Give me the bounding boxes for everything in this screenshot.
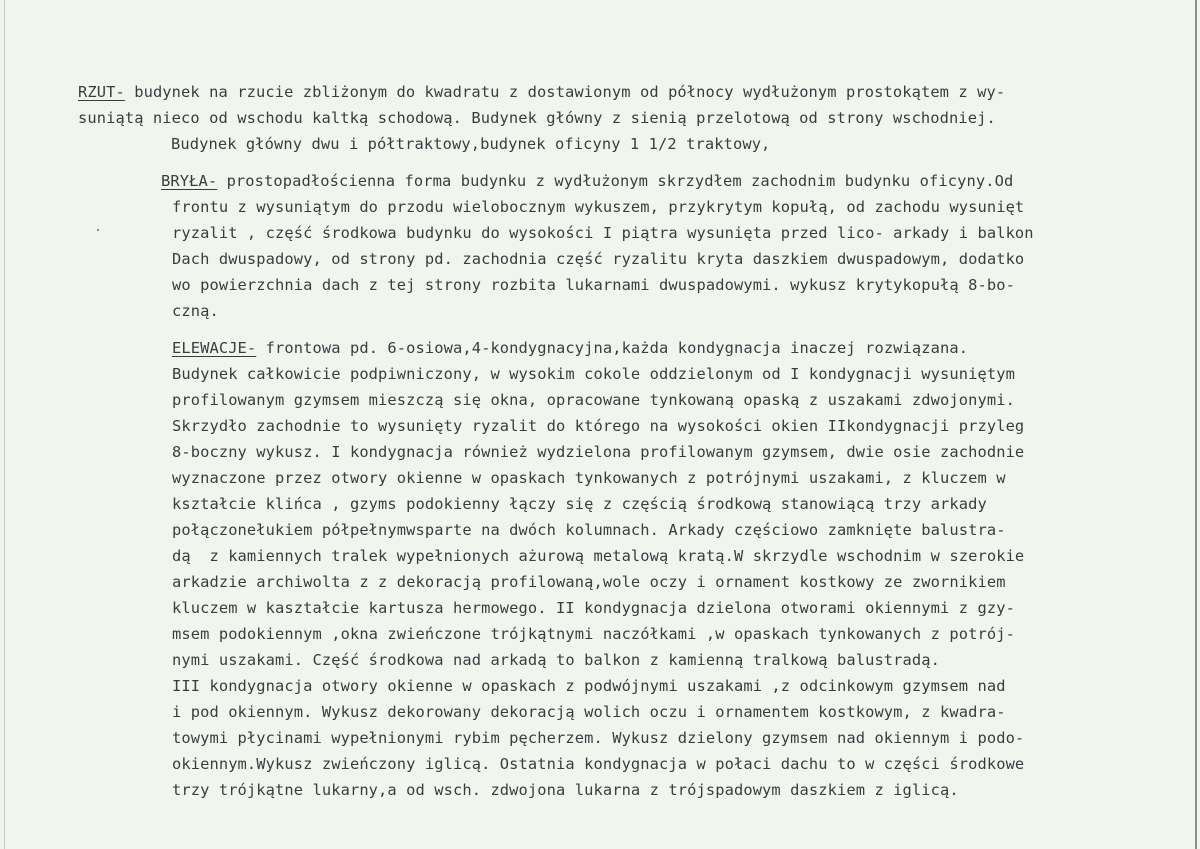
bryla-text: prostopadłościenna forma budynku z wydłużonym skrzydłem zachodnim budynku oficyny.Od (217, 172, 1014, 190)
elewacje-text: frontowa pd. 6-osiowa,4-kondygnacyjna,każda kondygnacja inaczej rozwiązana. (256, 339, 969, 357)
elewacje-line-12: msem podokiennym ,okna zwieńczone trójkątnymi naczółkami ,w opaskach tynkowanych z potrój- (172, 625, 1015, 643)
bryla-line-1 (161, 171, 1013, 191)
rzut-line-3: Budynek główny dwu i półtraktowy,budynek oficyny 1 1/2 traktowy, (171, 135, 771, 153)
bryla-line-5: wo powierzchnia dach z tej strony rozbita lukarnami dwuspadowymi. wykusz krytykopułą 8-bo- (172, 276, 1015, 294)
elewacje-line-6: wyznaczone przez otwory okienne w opaskach tynkowanych z potrójnymi uszakami, z kluczem w (172, 469, 1006, 487)
elewacje-line-13: nymi uszakami. Część środkowa nad arkadą to balkon z kamienną tralkową balustradą. (172, 651, 941, 669)
elewacje-line-8: połączonełukiem półpełnymwsparte na dwóch kolumnach. Arkady częściowo zamknięte balustra- (172, 521, 1006, 539)
rzut-line-1 (78, 82, 1005, 102)
bryla-line-2: frontu z wysuniątym do przodu wielobocznym wykuszem, przykrytym kopułą, od zachodu wysunięt (172, 198, 1025, 216)
elewacje-line-4: Skrzydło zachodnie to wysunięty ryzalit do którego na wysokości okien IIkondygnacji przyleg (172, 417, 1025, 435)
section-heading-rzut: RZUT- (78, 83, 125, 101)
section-heading-bryla: BRYŁA- (161, 172, 218, 190)
bryla-line-4: Dach dwuspadowy, od strony pd. zachodnia część ryzalitu kryta daszkiem dwuspadowym, dodatko (172, 250, 1025, 268)
elewacje-line-7: kształcie klińca , gzyms podokienny łączy się z częścią środkową stanowiącą trzy arkady (172, 495, 987, 513)
bryla-line-6: czną. (172, 302, 219, 320)
elewacje-line-11: kluczem w kaształcie kartusza hermowego. II kondygnacja dzielona otworami okiennymi z gzy- (172, 599, 1015, 617)
elewacje-line-14: III kondygnacja otwory okienne w opaskach z podwójnymi uszakami ,z odcinkowym gzymsem nad (172, 677, 1006, 695)
ink-speck (97, 229, 99, 231)
elewacje-line-15: i pod okiennym. Wykusz dekorowany dekoracją wolich oczu i ornamentem kostkowym, z kwadra- (172, 703, 1006, 721)
elewacje-line-16: towymi płycinami wypełnionymi rybim pęcherzem. Wykusz dzielony gzymsem nad okiennym i podo- (172, 729, 1025, 747)
elewacje-line-18: trzy trójkątne lukarny,a od wsch. zdwojona lukarna z trójspadowym daszkiem z iglicą. (172, 781, 959, 799)
elewacje-line-9: dą z kamiennych tralek wypełnionych ażurową metalową kratą.W skrzydle wschodnim w szerokie (172, 547, 1025, 565)
rzut-text: budynek na rzucie zbliżonym do kwadratu z dostawionym od północy wydłużonym prostokątem z wy- (124, 83, 1006, 101)
elewacje-line-1 (172, 338, 968, 358)
bryla-line-3: ryzalit , część środkowa budynku do wysokości I piątra wysunięta przed lico- arkady i balkon (172, 224, 1034, 242)
rzut-line-2: suniątą nieco od wschodu kaltką schodową. Budynek główny z sienią przelotową od strony wschodniej. (78, 109, 996, 127)
elewacje-line-5: 8-boczny wykusz. I kondygnacja również wydzielona profilowanym gzymsem, dwie osie zachodnie (172, 443, 1025, 461)
section-heading-elewacje: ELEWACJE- (172, 339, 257, 357)
elewacje-line-3: profilowanym gzymsem mieszczą się okna, opracowane tynkowaną opaską z uszakami zdwojonymi. (172, 391, 1015, 409)
elewacje-line-10: arkadzie archiwolta z z dekoracją profilowaną,wole oczy i ornament kostkowy ze zwornikiem (172, 573, 1006, 591)
elewacje-line-2: Budynek całkowicie podpiwniczony, w wysokim cokole oddzielonym od I kondygnacji wysuniętym (172, 365, 1015, 383)
elewacje-line-17: okiennym.Wykusz zwieńczony iglicą. Ostatnia kondygnacja w połaci dachu to w części środkowe (172, 755, 1025, 773)
